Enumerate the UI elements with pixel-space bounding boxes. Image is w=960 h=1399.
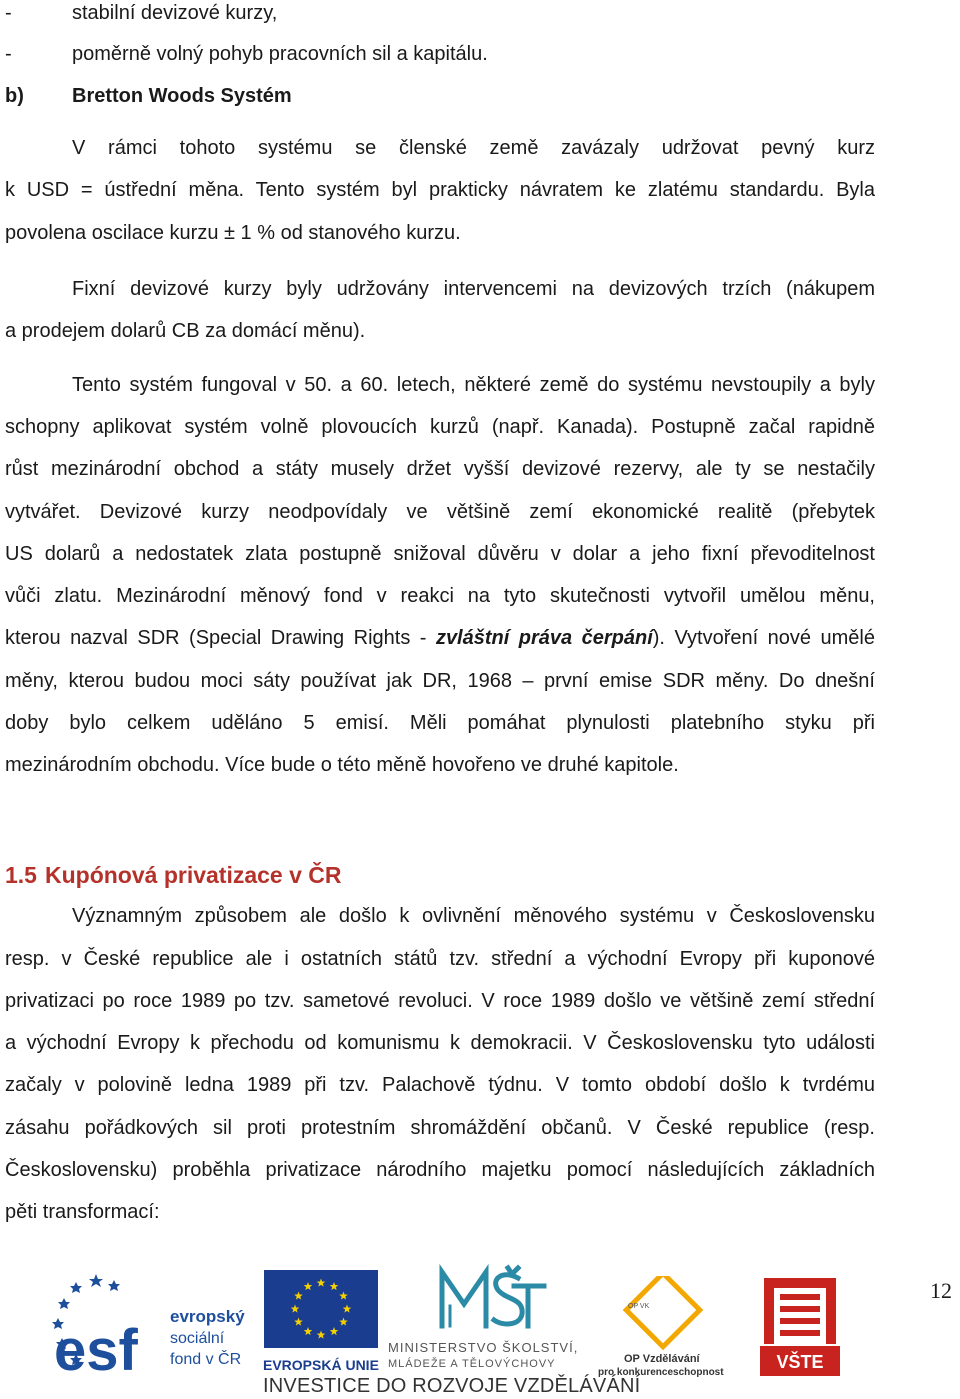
sdr-text-after: ). Vytvoření nové umělé xyxy=(652,627,875,649)
esf-logo xyxy=(52,1270,257,1380)
section-number: 1.5 xyxy=(5,862,37,888)
esf-line2: sociální xyxy=(170,1330,225,1347)
eu-flag-logo xyxy=(262,1266,380,1378)
paragraph-line: růst mezinárodní obchod a státy musely držet vyšší devizové rezervy, ale ty se nestačily xyxy=(5,458,875,480)
paragraph-line: Tento systém fungoval v 50. a 60. letech, některé země do systému nevstoupily a byly xyxy=(72,374,875,396)
msmt-line2: MLÁDEŽE A TĚLOVÝCHOVY xyxy=(388,1358,556,1370)
section-title: Kupónová privatizace v ČR xyxy=(44,862,342,888)
investice-slogan: INVESTICE DO ROZVOJE VZDĚLÁVÁNÍ xyxy=(263,1375,641,1397)
paragraph-line-sdr xyxy=(5,625,875,651)
vste-text: VŠTE xyxy=(776,1352,824,1372)
paragraph-line: Významným způsobem ale došlo k ovlivnění měnového systému v Československu xyxy=(72,905,875,927)
bullet-item: stabilní devizové kurzy, xyxy=(72,2,278,24)
paragraph-line: V rámci tohoto systému se členské země zavázaly udržovat pevný kurz xyxy=(72,137,875,159)
vste-logo xyxy=(758,1268,842,1380)
paragraph-line: a východní Evropy k přechodu od komunismu k demokracii. V Československu tyto události xyxy=(5,1032,875,1054)
paragraph-line: schopny aplikovat systém volně plovoucích kurzů (např. Kanada). Postupně začal rapidně xyxy=(5,416,875,438)
esf-line1: evropský xyxy=(170,1307,245,1326)
subsection-label: b) xyxy=(5,85,24,107)
msmt-logo xyxy=(386,1264,592,1380)
op-line1: OP Vzdělávání xyxy=(624,1353,700,1365)
paragraph-line: doby bylo celkem uděláno 5 emisí. Měli pomáhat plynulosti platebního styku při xyxy=(5,712,875,734)
page-number: 12 xyxy=(930,1278,952,1303)
paragraph-line: privatizaci po roce 1989 po tzv. sametové revoluci. V roce 1989 došlo ve většině zemí střední xyxy=(5,990,875,1012)
paragraph-line: vůči zlatu. Mezinárodní měnový fond v reakci na tyto skutečnosti vytvořil umělou měnu, xyxy=(5,585,875,607)
paragraph-line: a prodejem dolarů CB za domácí měnu). xyxy=(5,320,366,342)
subsection-title: Bretton Woods Systém xyxy=(72,85,292,107)
esf-line3: fond v ČR xyxy=(170,1351,242,1368)
esf-mark: esf xyxy=(54,1318,138,1380)
bullet-dash: - xyxy=(5,43,12,65)
bullet-dash: - xyxy=(5,2,12,24)
eu-caption: EVROPSKÁ UNIE xyxy=(263,1357,379,1373)
paragraph-line: zásahu pořádkových sil proti protestním shromáždění občanů. V České republice (resp. xyxy=(5,1117,875,1139)
paragraph-line: začaly v polovině ledna 1989 při tzv. Palachově týdnu. V tomto období došlo k tvrdému xyxy=(5,1074,875,1096)
sdr-text-before: kterou nazval SDR (Special Drawing Rights - xyxy=(5,627,436,649)
paragraph-line: pěti transformací: xyxy=(5,1201,160,1223)
bullet-item: poměrně volný pohyb pracovních sil a kapitálu. xyxy=(72,43,488,65)
op-mark: OP VK xyxy=(628,1303,650,1310)
paragraph-line: resp. v České republice ale i ostatních států tzv. střední a východní Evropy při kuponové xyxy=(5,948,875,970)
op-line2: pro konkurenceschopnost xyxy=(598,1367,724,1378)
paragraph-line: US dolarů a nedostatek zlata postupně snižoval důvěru v dolar a jeho fixní převoditelnost xyxy=(5,543,875,565)
footer-logos xyxy=(0,1262,960,1399)
paragraph-line: k USD = ústřední měna. Tento systém byl prakticky návratem ke zlatému standardu. Byla xyxy=(5,179,875,201)
paragraph-line: měny, kterou budou moci sáty používat jak DR, 1968 – první emise SDR měny. Do dnešní xyxy=(5,670,875,692)
paragraph-line: mezinárodním obchodu. Více bude o této měně hovořeno ve druhé kapitole. xyxy=(5,754,679,776)
paragraph-line: Fixní devizové kurzy byly udržovány intervencemi na devizových trzích (nákupem xyxy=(72,278,875,300)
msmt-line1: MINISTERSTVO ŠKOLSTVÍ, xyxy=(388,1340,579,1355)
paragraph-line: vytvářet. Devizové kurzy neodpovídaly ve většině zemí ekonomické realitě (přebytek xyxy=(5,501,875,523)
sdr-emphasis: zvláštní práva čerpání xyxy=(435,627,653,649)
section-heading xyxy=(5,861,350,889)
op-logo xyxy=(598,1276,728,1380)
paragraph-line: povolena oscilace kurzu ± 1 % od stanového kurzu. xyxy=(5,222,461,244)
paragraph-line: Československu) proběhla privatizace národního majetku pomocí následujících základních xyxy=(5,1159,875,1181)
